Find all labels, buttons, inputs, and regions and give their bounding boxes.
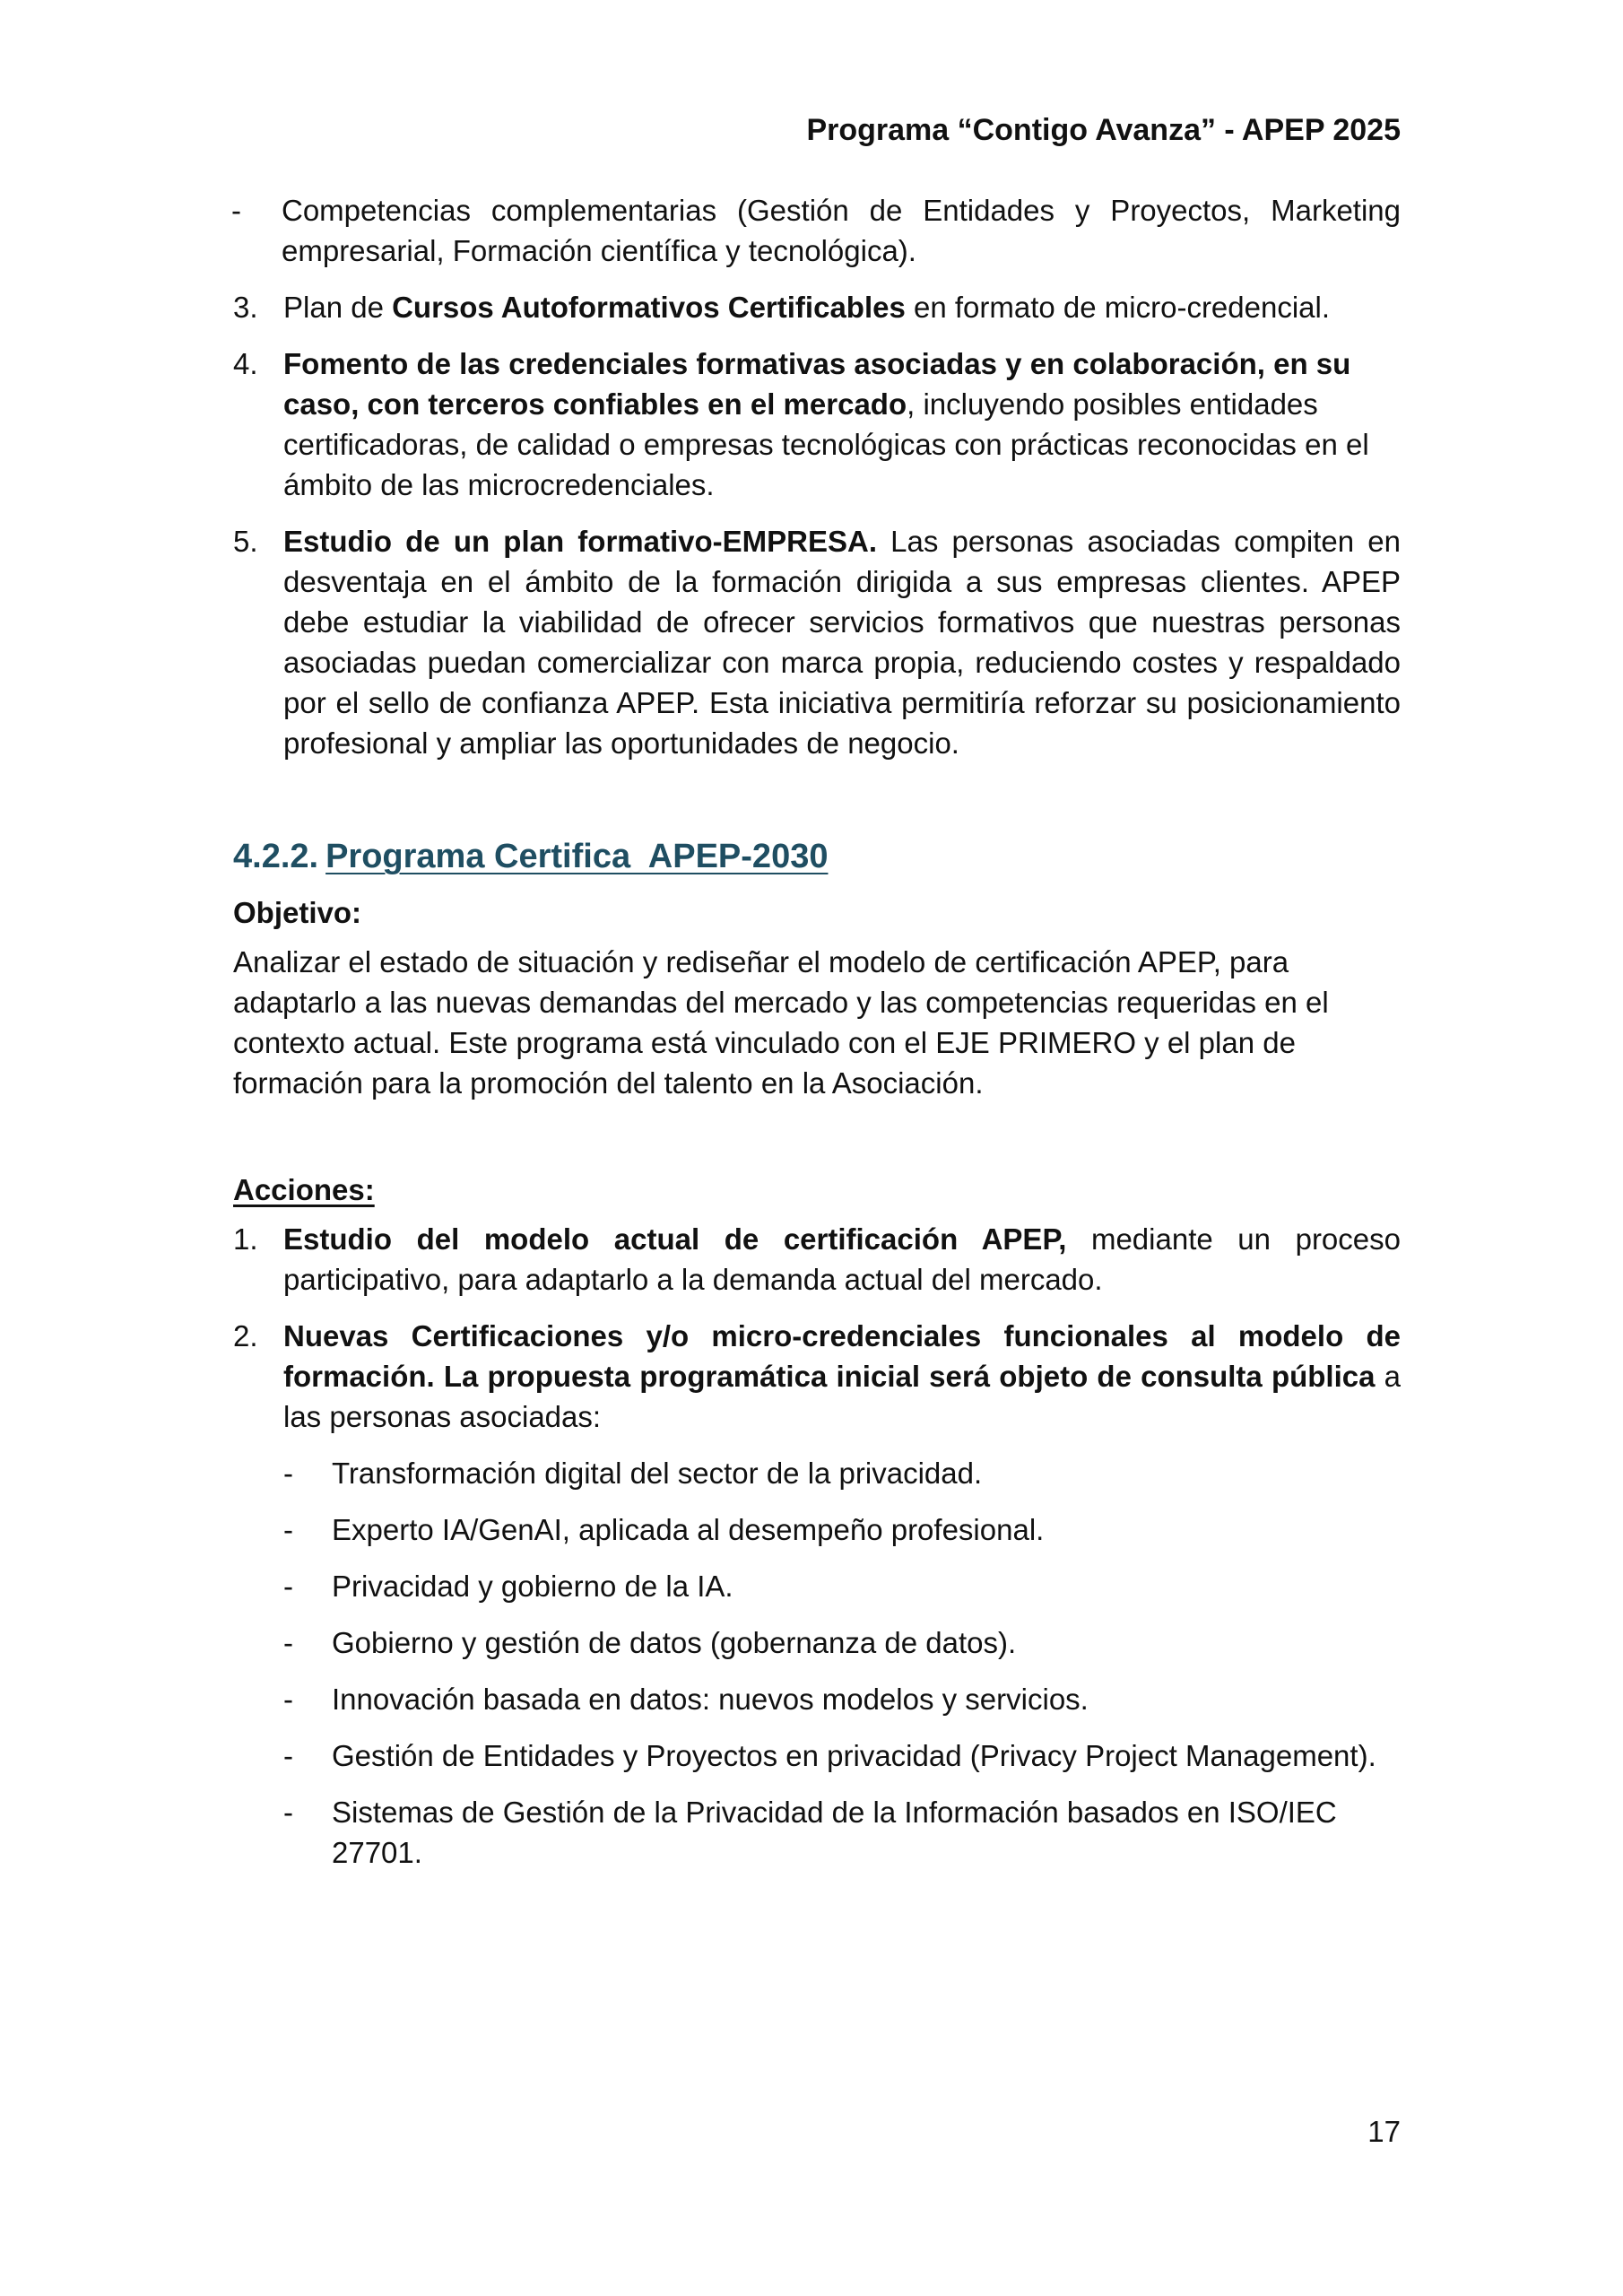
objective-label: Objetivo: (233, 896, 362, 929)
page-content (233, 190, 1401, 1889)
sub-list-item (283, 1679, 1401, 1719)
dash-bullet: - (283, 1570, 293, 1603)
item-number: 4. (233, 347, 258, 380)
sub-list-item (283, 1735, 1401, 1776)
item-number: 3. (233, 291, 258, 324)
numbered-item-3 (233, 287, 1401, 327)
objective-text: Analizar el estado de situación y rediseñar el modelo de certificación APEP, para adaptarlo a las nuevas demandas del mercado y las competencias requeridas en el contexto actual. Este programa está vinculado con el EJE PRIMERO y el plan de formación para la promoción del talento en la Asociación. (233, 945, 1329, 1100)
sub-item-text: Sistemas de Gestión de la Privacidad de la Información basados en ISO/IEC 27701. (332, 1796, 1337, 1869)
item-bold-text: Nuevas Certificaciones y/o micro-credenciales funcionales al modelo de formación. La propuesta programática inicial será objeto de consulta pública (283, 1319, 1401, 1393)
dash-bullet: - (283, 1513, 293, 1546)
item-bold-text: Fomento de las credenciales formativas asociadas y en colaboración, en su caso, con terceros confiables en el mercado (283, 347, 1351, 421)
item-bold-text: Cursos Autoformativos Certificables (392, 291, 906, 324)
sub-list-item (283, 1792, 1401, 1873)
sub-list-item (283, 1622, 1401, 1663)
sub-item-text: Innovación basada en datos: nuevos modelos y servicios. (332, 1683, 1089, 1716)
dash-bullet: - (231, 194, 241, 227)
list-item (183, 190, 1401, 271)
list-item-text: Competencias complementarias (Gestión de Entidades y Proyectos, Marketing empresarial, Formación científica y tecnológica). (282, 194, 1401, 267)
section-heading (233, 833, 1401, 880)
numbered-item-5 (233, 521, 1401, 763)
dash-bullet: - (283, 1457, 293, 1490)
sub-item-text: Transformación digital del sector de la privacidad. (332, 1457, 983, 1490)
sub-list-item (283, 1566, 1401, 1606)
item-text: en formato de micro-credencial. (905, 291, 1331, 324)
item-text: a las personas asociadas: (283, 1360, 1401, 1433)
sub-item-text: Gobierno y gestión de datos (gobernanza de datos). (332, 1626, 1017, 1659)
page-number: 17 (1367, 2115, 1401, 2148)
sub-item-text: Gestión de Entidades y Proyectos en privacidad (Privacy Project Management). (332, 1739, 1376, 1772)
sub-list-item (283, 1453, 1401, 1493)
sub-item-text: Privacidad y gobierno de la IA. (332, 1570, 733, 1603)
running-header: Programa “Contigo Avanza” - APEP 2025 (806, 113, 1401, 147)
section-number: 4.2.2. (233, 838, 319, 875)
item-bold-text: Estudio del modelo actual de certificación APEP, (283, 1222, 1067, 1256)
dash-bullet: - (283, 1796, 293, 1829)
section-title: Programa Certifica APEP-2030 (325, 838, 829, 875)
item-number: 5. (233, 525, 258, 558)
actions-label: Acciones: (233, 1173, 375, 1206)
dash-bullet: - (283, 1739, 293, 1772)
item-number: 1. (233, 1222, 258, 1256)
numbered-item-4 (233, 344, 1401, 505)
item-number: 2. (233, 1319, 258, 1352)
item-bold-text: Estudio de un plan formativo-EMPRESA. (283, 525, 878, 558)
item-text: Plan de (283, 291, 393, 324)
sub-list-item (283, 1509, 1401, 1550)
action-item-1 (233, 1219, 1401, 1300)
action-item-2 (233, 1316, 1401, 1873)
dash-bullet: - (283, 1626, 293, 1659)
item-text: , incluyendo posibles entidades certificadoras, de calidad o empresas tecnológicas con prácticas reconocidas en el ámbito de las microcredenciales. (283, 387, 1369, 501)
item-text: mediante un proceso participativo, para adaptarlo a la demanda actual del mercado. (283, 1222, 1401, 1296)
item-text: Las personas asociadas compiten en desventaja en el ámbito de la formación dirigida a sus empresas clientes. APEP debe estudiar la viabilidad de ofrecer servicios formativos que nuestras personas asociadas puedan comercializar con marca propia, reduciendo costes y respaldado por el sello de confianza APEP. Esta iniciativa permitiría reforzar su posicionamiento profesional y ampliar las oportunidades de negocio. (283, 525, 1401, 760)
sub-item-text: Experto IA/GenAI, aplicada al desempeño profesional. (332, 1513, 1045, 1546)
dash-bullet: - (283, 1683, 293, 1716)
